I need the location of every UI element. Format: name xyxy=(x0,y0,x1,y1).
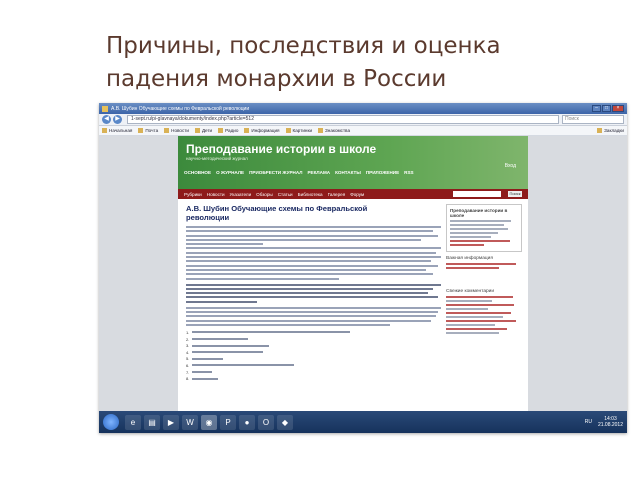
bookmark-item[interactable]: Дети xyxy=(195,128,212,133)
address-bar xyxy=(99,114,627,126)
back-icon[interactable]: ◀ xyxy=(102,115,111,124)
menu-item[interactable]: Новости xyxy=(206,191,225,197)
word-icon[interactable]: W xyxy=(182,415,198,430)
login-link[interactable]: Вход xyxy=(504,163,516,169)
top-nav-item[interactable]: КОНТАКТЫ xyxy=(335,170,361,175)
folder-icon[interactable]: ▤ xyxy=(144,415,160,430)
article-paragraph xyxy=(186,226,441,280)
folder-icon xyxy=(164,128,169,133)
system-tray xyxy=(585,416,623,428)
sidebar-heading: Важная информация xyxy=(446,256,493,261)
list-item: 2. xyxy=(186,337,441,342)
chrome-icon[interactable]: ◉ xyxy=(201,415,217,430)
folder-icon xyxy=(218,128,223,133)
bookmark-item[interactable]: Начальная xyxy=(102,128,132,133)
menu-item[interactable]: Галерея xyxy=(327,191,346,197)
slide-title-line1: Причины, последствия и оценка xyxy=(106,33,501,59)
site-header xyxy=(178,136,528,189)
menu-item[interactable]: Указатели xyxy=(229,191,252,197)
site-name[interactable]: Преподавание истории в школе xyxy=(186,142,377,156)
folder-icon xyxy=(286,128,291,133)
menu-item[interactable]: Обзоры xyxy=(256,191,273,197)
list-item: 8. xyxy=(186,376,441,381)
article-list xyxy=(186,330,441,381)
sidebar xyxy=(446,204,522,336)
list-item: 4. xyxy=(186,350,441,355)
folder-icon xyxy=(597,128,602,133)
bookmarks-menu[interactable]: Закладки xyxy=(597,128,624,133)
list-item: 1. xyxy=(186,330,441,335)
web-page xyxy=(99,136,627,411)
folder-icon xyxy=(102,128,107,133)
slide-title xyxy=(106,30,626,96)
list-item: 5. xyxy=(186,356,441,361)
app-icon[interactable]: ◆ xyxy=(277,415,293,430)
folder-icon xyxy=(318,128,323,133)
sidebar-box-journal xyxy=(446,204,522,252)
top-nav-item[interactable]: ПРИОБРЕСТИ ЖУРНАЛ xyxy=(249,170,303,175)
top-nav xyxy=(178,168,528,177)
menu-item[interactable]: Статьи xyxy=(277,191,293,197)
article-paragraph xyxy=(186,307,441,326)
bookmark-item[interactable]: Картинки xyxy=(286,128,312,133)
favicon-icon xyxy=(102,106,108,112)
window-titlebar xyxy=(99,103,627,114)
list-item: 3. xyxy=(186,343,441,348)
article-paragraph xyxy=(186,284,441,303)
bookmark-item[interactable]: Информация xyxy=(244,128,279,133)
opera-icon[interactable]: O xyxy=(258,415,274,430)
top-nav-item[interactable]: О ЖУРНАЛЕ xyxy=(216,170,245,175)
minimize-icon[interactable]: – xyxy=(592,105,601,112)
folder-icon xyxy=(195,128,200,133)
page-container xyxy=(178,136,528,411)
site-subtitle: научно-методический журнал xyxy=(186,156,248,161)
folder-icon xyxy=(138,128,143,133)
top-nav-item[interactable]: ПРИЛОЖЕНИЕ xyxy=(365,170,400,175)
list-item: 6. xyxy=(186,363,441,368)
window-title: А.В. Шубин Обучающие схемы по Февральской революции xyxy=(111,105,250,112)
bookmark-item[interactable]: Знакомства xyxy=(318,128,350,133)
ie-icon[interactable]: e xyxy=(125,415,141,430)
top-nav-item[interactable]: РЕКЛАМА xyxy=(307,170,331,175)
maximize-icon[interactable]: □ xyxy=(602,105,611,112)
menu-item[interactable]: Форум xyxy=(350,191,365,197)
article-title: А.В. Шубин Обучающие схемы по Февральской революции xyxy=(186,204,368,222)
top-nav-item[interactable]: ОСНОВНОЕ xyxy=(184,170,212,175)
list-item: 7. xyxy=(186,370,441,375)
browser-search-input[interactable]: Поиск xyxy=(562,115,624,124)
article xyxy=(186,204,441,383)
clock[interactable]: 14:03 21.08.2012 xyxy=(597,416,623,428)
folder-icon xyxy=(244,128,249,133)
bookmark-item[interactable]: Почта xyxy=(138,128,158,133)
url-field[interactable]: 1-sept.ru/pi-glavnaya/dokumenty/index.php?article=512 xyxy=(127,115,559,124)
bookmarks-bar xyxy=(99,126,627,136)
site-search-input[interactable] xyxy=(453,191,501,197)
antivirus-icon[interactable]: ● xyxy=(239,415,255,430)
slide-title-line2: падения монархии в России xyxy=(106,66,447,92)
start-button[interactable] xyxy=(103,414,119,430)
bookmark-item[interactable]: Радио xyxy=(218,128,238,133)
site-menu xyxy=(178,189,528,199)
site-search-button[interactable]: Поиск xyxy=(509,191,521,196)
language-indicator[interactable]: RU xyxy=(584,419,592,425)
menu-item[interactable]: Рубрики xyxy=(184,191,202,197)
menu-item[interactable]: Библиотека xyxy=(297,191,323,197)
sidebar-heading: Свежие комментарии xyxy=(446,289,495,294)
bookmark-item[interactable]: Новости xyxy=(164,128,189,133)
forward-icon[interactable]: ▶ xyxy=(113,115,122,124)
top-nav-item[interactable]: RSS xyxy=(404,170,414,175)
powerpoint-icon[interactable]: P xyxy=(220,415,236,430)
taskbar xyxy=(99,411,627,433)
media-player-icon[interactable]: ▶ xyxy=(163,415,179,430)
browser-screenshot xyxy=(99,103,627,433)
sidebar-title: Преподавание истории в школе xyxy=(450,208,508,218)
close-icon[interactable]: × xyxy=(612,105,624,112)
